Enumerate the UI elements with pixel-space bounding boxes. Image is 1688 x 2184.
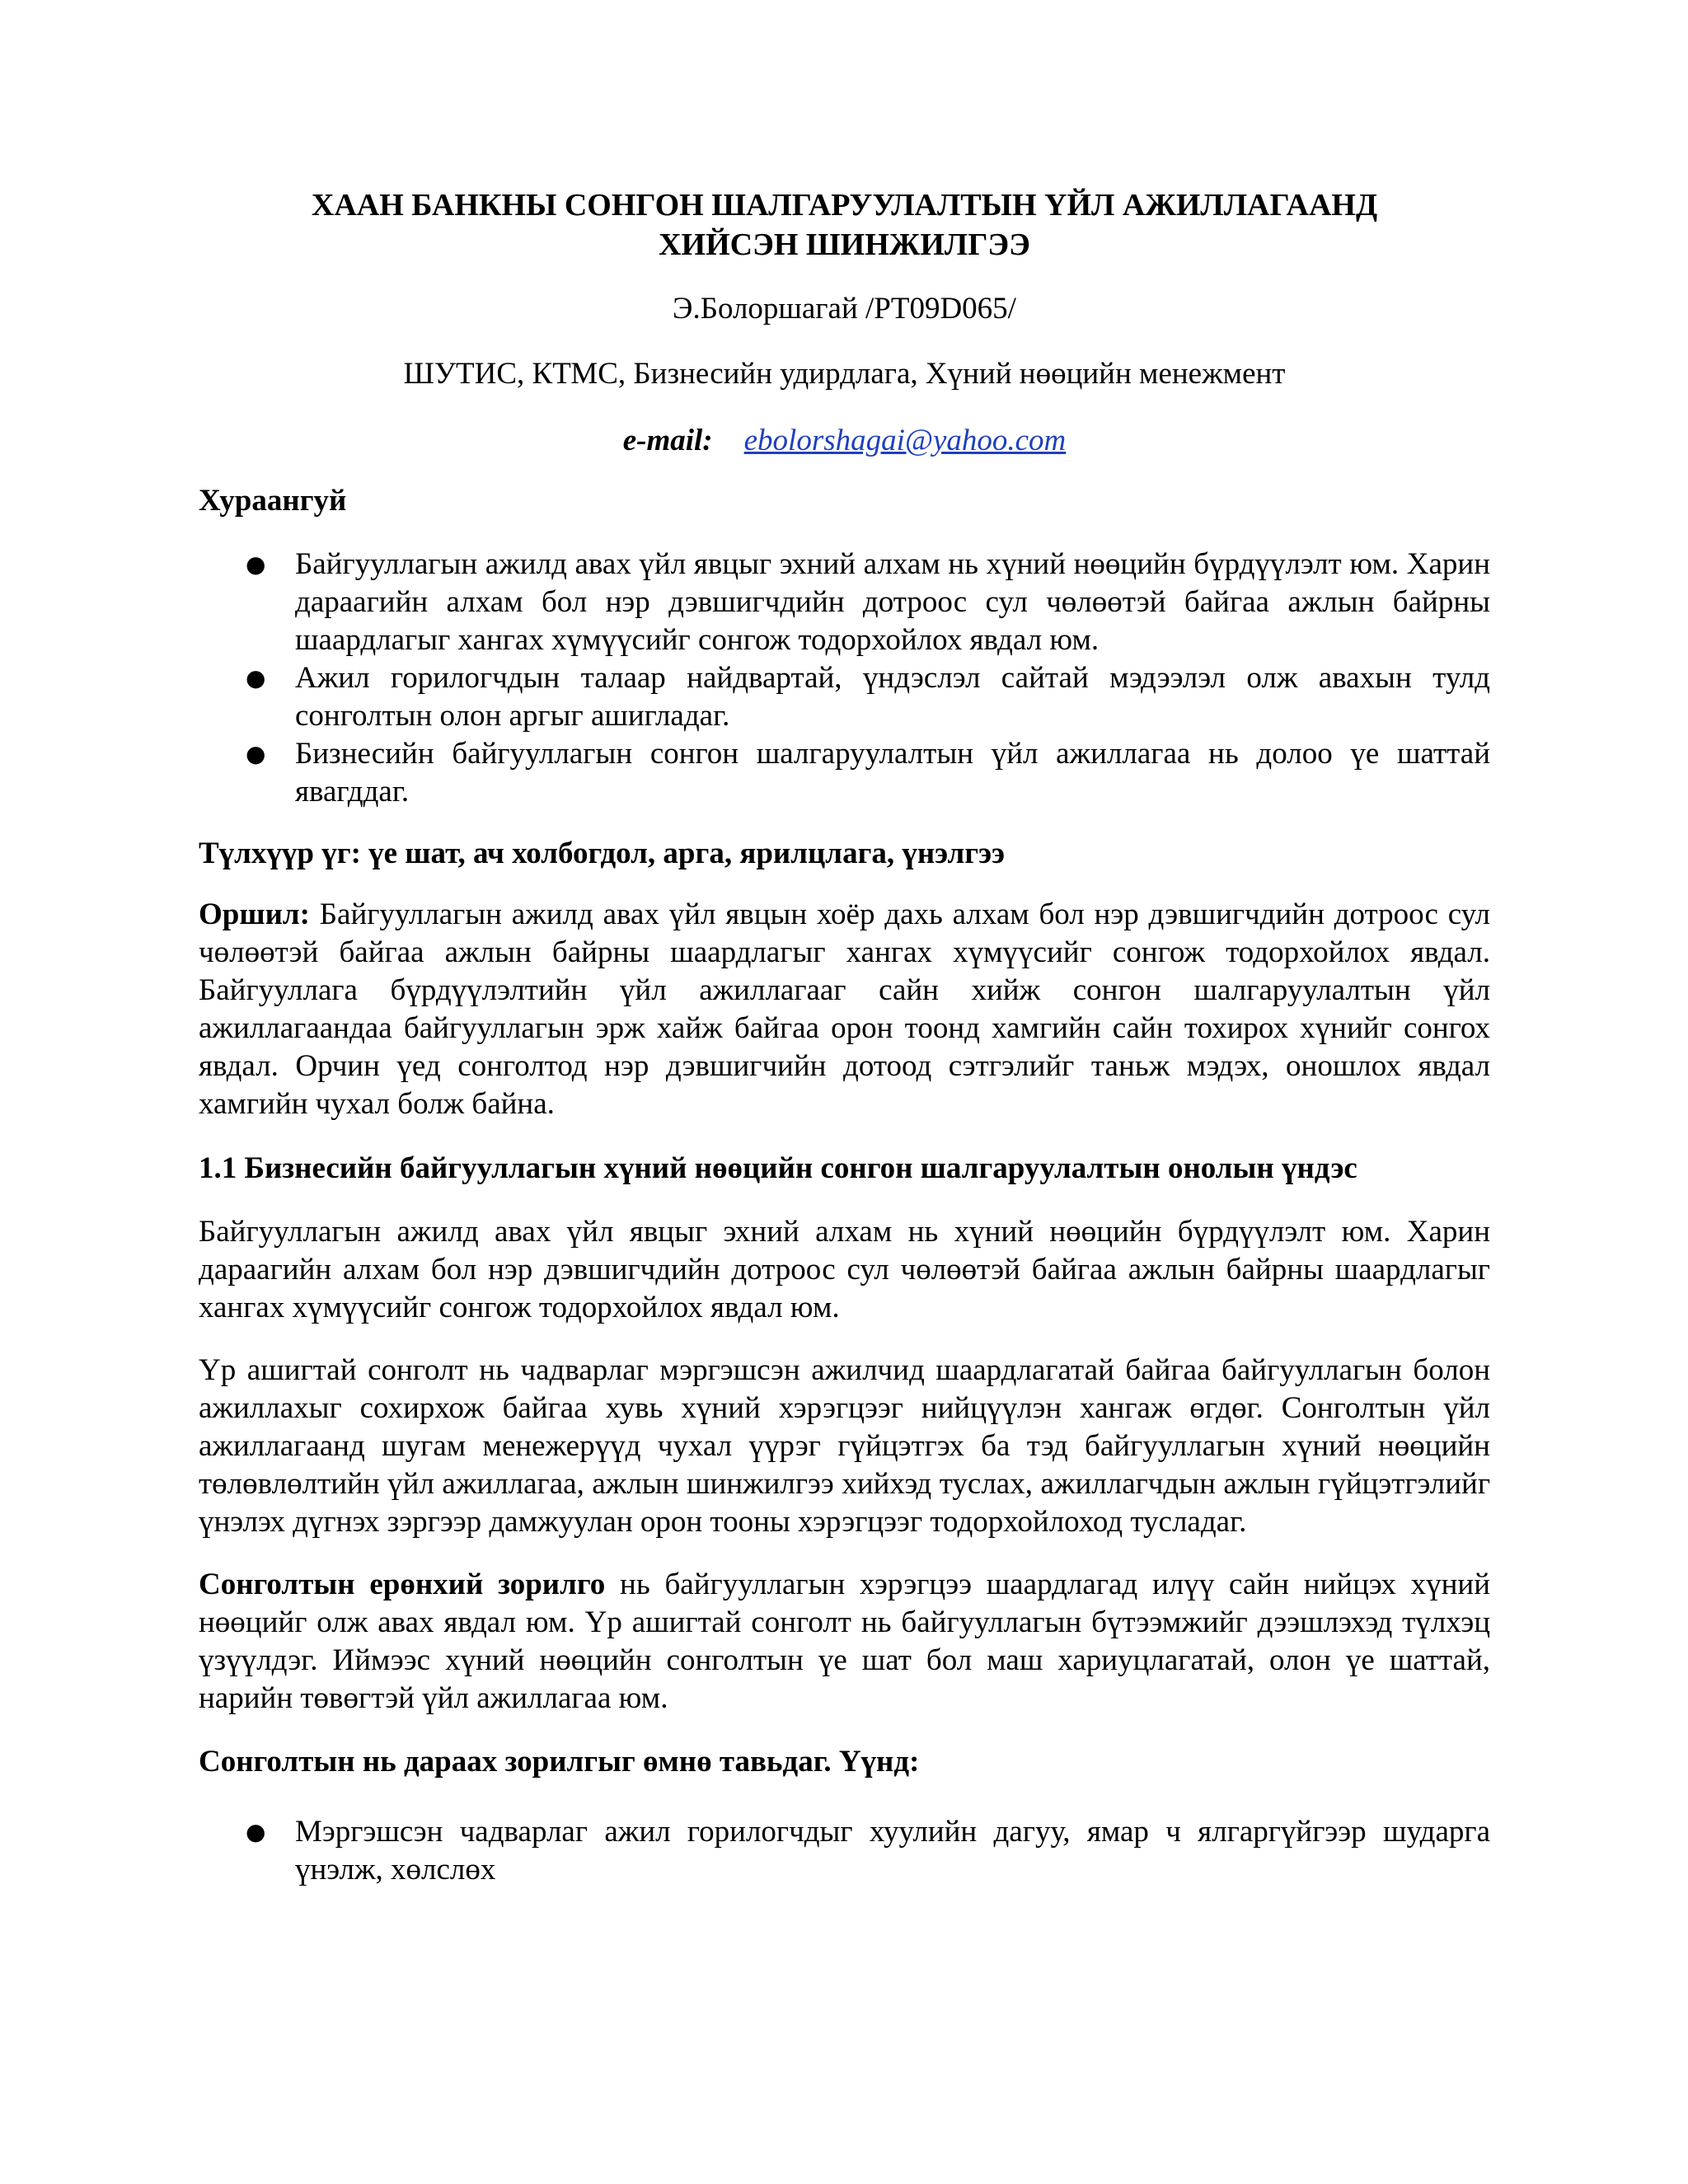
document-content [199,185,1490,1889]
bullet-icon: ● [246,551,266,578]
intro-paragraph [199,896,1490,1123]
email-label: e-mail: [622,424,713,457]
bullet-icon: ● [246,664,266,691]
title-line-2: ХИЙСЭН ШИНЖИЛГЭЭ [659,227,1030,262]
author-affiliation: ШУТИС, КТМС, Бизнесийн удирдлага, Хүний нөөцийн менежмент [403,357,1286,391]
abstract-bullet-text: Бизнесийн байгууллагын сонгон шалгаруулалтын үйл ажиллагаа нь долоо үе шаттай явагддаг. [295,737,1490,808]
abstract-bullet-list [199,546,1490,811]
paragraph-3-text: нь байгууллагын хэрэгцээ шаардлагад илүү сайн нийцэх хүний нөөцийг олж авах явдал юм. Үр ашигтай сонголт нь байгууллагын бүтээмжийг дээшлэхэд түлхэц үзүүлдэг. Иймээс хүний нөөцийн сонголтын үе шат бол маш хариуцлагатай, олон үе шаттай, нарийн төвөгтэй үйл ажиллагаа юм. [199,1568,1491,1715]
author-name: Э.Болоршагай /PT09D065/ [673,292,1016,326]
abstract-heading: Хураангуй [199,484,347,518]
section-paragraph-2: Үр ашигтай сонголт нь чадварлаг мэргэшсэн ажилчид шаардлагатай байгаа байгууллагын болон ажиллахыг сохирхож байгаа хувь хүний хэрэгцээг нийцүүлэн хангаж өгдөг. Сонголтын үйл ажиллагаанд шугам менежерүүд чухал үүрэг гүйцэтгэх ба тэд байгууллагын хүний нөөцийн төлөвлөлтийн үйл ажиллагаа, ажлын шинжилгээ хийхэд туслах, ажиллагчдын ажлын гүйцэтгэлийг үнэлэх дүгнэх зэргээр дамжуулан орон тооны хэрэгцээг тодорхойлоход тусладаг. [199,1353,1490,1539]
paper-title [199,185,1490,265]
abstract-bullet-item [199,546,1490,659]
keywords-line: Түлхүүр үг: үе шат, ач холбогдол, арга, ярилцлага, үнэлгээ [199,837,1006,870]
goals-bullet-list [199,1813,1490,1889]
abstract-bullet-item [199,735,1490,811]
email-line [199,421,1490,461]
abstract-bullet-text: Ажил горилогчдын талаар найдвартай, үндэслэл сайтай мэдээлэл олж авахын тулд сонголтын олон аргыг ашигладаг. [295,661,1490,733]
section-1-1-heading: 1.1 Бизнесийн байгууллагын хүний нөөцийн сонгон шалгаруулалтын онолын үндэс [199,1151,1357,1185]
intro-text: Байгууллагын ажилд авах үйл явцын хоёр дахь алхам бол нэр дэвшигчдийн дотроос сул чөлөөтэй байгаа ажлын байрны шаардлагыг хангах хүмүүсийг сонгож тодорхойлох явдал. Байгууллага бүрдүүлэлтийн үйл ажиллагааг сайн хийж сонгон шалгаруулалтын үйл ажиллагаандаа байгууллагын эрж хайж байгаа орон тоонд хамгийн сайн тохирох хүнийг сонгох явдал. Орчин үед сонголтод нэр дэвшигчийн дотоод сэтгэлийг таньж мэдэх, оношлох явдал хамгийн чухал болж байна. [199,898,1491,1121]
abstract-bullet-text: Байгууллагын ажилд авах үйл явцыг эхний алхам нь хүний нөөцийн бүрдүүлэлт юм. Харин дараагийн алхам бол нэр дэвшигчдийн дотроос сул чөлөөтэй байгаа ажлын байрны шаардлагыг хангах хүмүүсийг сонгож тодорхойлох явдал юм. [295,547,1490,657]
paragraph-3-bold-lead: Сонголтын ерөнхий зорилго [199,1568,606,1601]
bullet-icon: ● [246,740,266,767]
goals-bullet-item [199,1813,1490,1889]
section-paragraph-3 [199,1566,1490,1718]
email-link[interactable]: ebolorshagai@yahoo.com [743,424,1067,457]
title-line-1: ХААН БАНКНЫ СОНГОН ШАЛГАРУУЛАЛТЫН ҮЙЛ АЖИЛЛАГААНД [311,188,1378,223]
goals-heading: Сонголтын нь дараах зорилгыг өмнө тавьдаг. Үүнд: [199,1745,920,1779]
section-paragraph-1: Байгууллагын ажилд авах үйл явцыг эхний алхам нь хүний нөөцийн бүрдүүлэлт юм. Харин дараагийн алхам бол нэр дэвшигчдийн дотроос сул чөлөөтэй байгаа ажлын байрны шаардлагыг хангах хүмүүсийг сонгож тодорхойлох явдал юм. [199,1215,1490,1324]
goals-bullet-text: Мэргэшсэн чадварлаг ажил горилогчдыг хуулийн дагуу, ямар ч ялгаргүйгээр шударга үнэлж, хөлслөх [295,1815,1490,1886]
abstract-bullet-item [199,659,1490,735]
intro-label: Оршил: [199,898,310,931]
bullet-icon: ● [246,1818,266,1845]
